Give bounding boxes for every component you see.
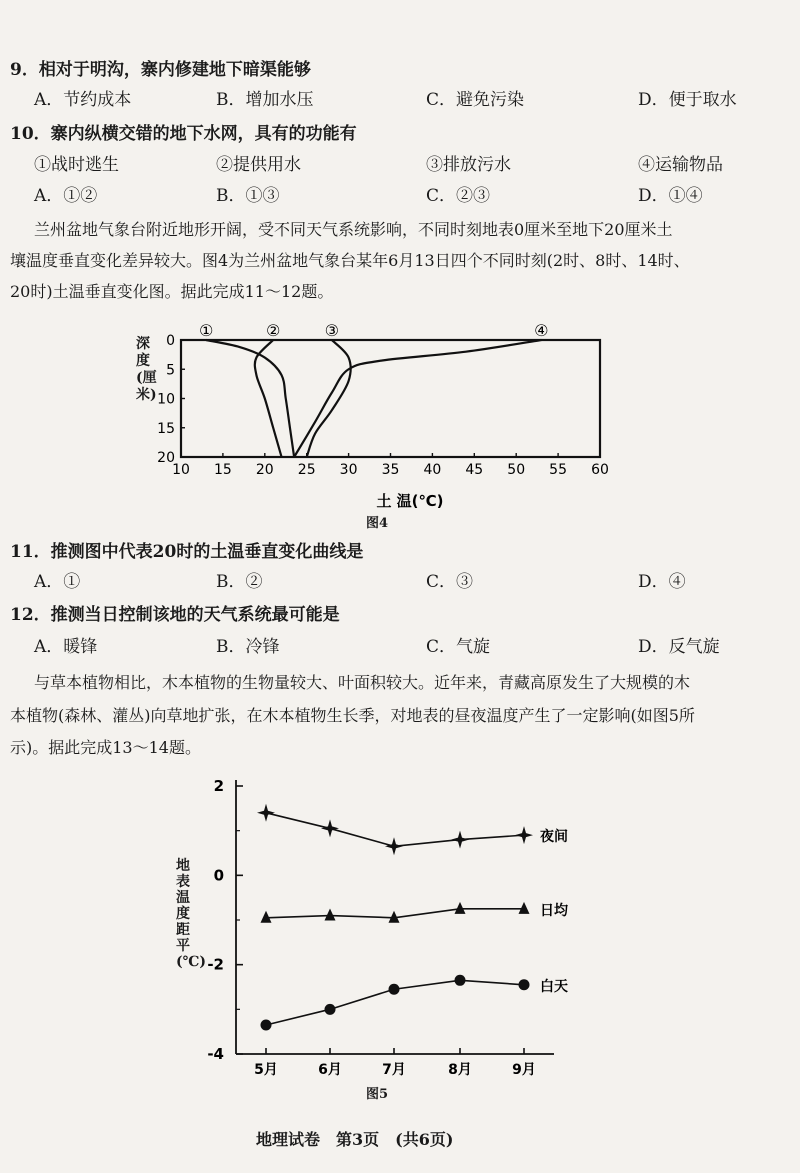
q10-item-2: ②提供用水	[216, 155, 301, 175]
figure4-curve-2	[255, 340, 282, 457]
q9-stem: 9．相对于明沟，寨内修建地下暗渠能够	[10, 60, 311, 80]
q11-option-c: C．③	[426, 572, 474, 592]
passage2-line-3: 示)。据此完成13～14题。	[10, 738, 201, 757]
figure5-y-tick-label: 0	[213, 866, 224, 885]
passage1-line-1: 兰州盆地气象台附近地形开阔，受不同天气系统影响，不同时刻地表0厘米至地下20厘米土	[34, 220, 673, 239]
figure4-curve-label-3: ③	[324, 321, 340, 340]
figure4-curve-1	[206, 340, 294, 457]
figure4-x-tick-label: 30	[339, 462, 358, 478]
figure5-marker-triangle	[519, 902, 530, 914]
figure4-plot-frame	[181, 340, 600, 457]
figure5-marker-star	[321, 819, 339, 837]
q10-item-1: ①战时逃生	[34, 155, 119, 175]
figure5-x-tick-label: 9月	[512, 1062, 536, 1078]
q10-option-b: B．①③	[216, 186, 280, 206]
q9-option-d: D．便于取水	[638, 90, 737, 110]
q10-item-4: ④运输物品	[638, 155, 723, 175]
figure4-curve-labels	[199, 321, 549, 340]
figure4-x-tick-label: 35	[381, 462, 400, 478]
q9-option-b: B．增加水压	[216, 90, 314, 110]
figure4-y-label: 深度(厘米)	[136, 336, 157, 403]
q10-stem: 10．寨内纵横交错的地下水网，具有的功能有	[10, 124, 357, 144]
figure4-x-tick-label: 10	[172, 462, 190, 478]
figure4-y-tick-label: 15	[157, 420, 175, 437]
figure5-y-tick-label: -2	[207, 955, 224, 974]
figure5-series-labels	[540, 828, 569, 995]
q9-option-a: A．节约成本	[34, 90, 132, 110]
figure5-marker-circle	[261, 1019, 272, 1030]
figure5-marker-circle	[389, 984, 400, 995]
figure4-x-tick-label: 40	[423, 462, 442, 478]
figure4-caption: 图4	[366, 516, 389, 531]
figure5-x-tick-label: 7月	[382, 1062, 406, 1078]
q12-stem: 12．推测当日控制该地的天气系统最可能是	[10, 605, 340, 625]
figure4-y-tick-label: 10	[157, 391, 175, 408]
figure5-y-tick-label: -4	[207, 1045, 224, 1063]
q12-option-a: A．暖锋	[34, 637, 98, 657]
q11-stem: 11．推测图中代表20时的土温垂直变化曲线是	[10, 542, 364, 562]
figure4-x-tick-label: 55	[549, 462, 568, 478]
figure4-x-label: 土 温(℃)	[376, 492, 444, 510]
figure5-y-tick-label: 2	[213, 777, 224, 795]
figure5-marker-star	[385, 837, 403, 855]
q10-option-c: C．②③	[426, 186, 491, 206]
figure4-x-tick-label: 20	[255, 462, 274, 478]
passage2-line-2: 本植物(森林、灌丛)向草地扩张，在木本植物生长季，对地表的昼夜温度产生了一定影响(如图5所	[10, 706, 695, 725]
figure5-marker-triangle	[325, 909, 336, 921]
passage1-line-3: 20时)土温垂直变化图。据此完成11～12题。	[10, 282, 334, 301]
figure5-series-label-2: 白天	[540, 978, 568, 995]
figure4-chart	[120, 312, 620, 512]
figure4-y-tick-label: 5	[166, 362, 175, 379]
figure4-curve-label-1: ①	[198, 321, 214, 340]
figure5-marker-circle	[519, 979, 530, 990]
figure5-series-label-0: 夜间	[540, 829, 568, 846]
figure5-marker-triangle	[455, 902, 466, 914]
q10-option-a: A．①②	[34, 186, 98, 206]
figure5-x-tick-label: 6月	[318, 1062, 342, 1078]
q11-option-a: A．①	[34, 572, 81, 592]
figure5-marker-star	[257, 804, 275, 822]
q11-option-b: B．②	[216, 572, 263, 592]
figure5-marker-triangle	[261, 911, 272, 923]
figure5-x-ticks	[254, 1048, 536, 1078]
q11-option-d: D．④	[638, 572, 686, 592]
figure4-y-tick-label: 0	[166, 333, 175, 349]
figure4-curve-label-2: ②	[266, 321, 281, 340]
figure5-marker-circle	[455, 975, 466, 986]
figure5-caption: 图5	[366, 1087, 389, 1102]
q9-option-c: C．避免污染	[426, 90, 525, 110]
figure4-curve-4	[294, 340, 541, 457]
figure4-x-tick-label: 60	[591, 462, 609, 478]
q10-option-d: D．①④	[638, 186, 703, 206]
figure4-frame	[181, 340, 600, 457]
figure5-chart	[170, 770, 590, 1090]
passage1-line-2: 壤温度垂直变化差异较大。图4为兰州盆地气象台某年6月13日四个不同时刻(2时、8时、14时、	[10, 251, 690, 270]
figure4-curve-label-4: ④	[534, 321, 549, 340]
figure4-y-tick-label: 20	[157, 450, 175, 466]
figure4-x-tick-label: 50	[507, 462, 526, 478]
figure4-curves	[206, 340, 541, 457]
q10-item-3: ③排放污水	[426, 155, 511, 175]
figure4-x-tick-label: 15	[213, 462, 232, 478]
q12-option-b: B．冷锋	[216, 637, 280, 657]
figure5-x-tick-label: 8月	[448, 1062, 472, 1078]
figure5-series	[257, 804, 533, 1031]
figure5-y-label: 地表温度距平(℃)	[176, 858, 207, 970]
figure5-marker-star	[515, 826, 533, 844]
page-footer: 地理试卷 第3页 (共6页)	[256, 1130, 454, 1149]
figure5-series-label-1: 日均	[540, 902, 568, 919]
figure4-x-tick-label: 45	[465, 462, 484, 478]
figure5-marker-star	[451, 831, 469, 849]
figure5-x-tick-label: 5月	[254, 1062, 278, 1078]
passage2-line-1: 与草本植物相比，木本植物的生物量较大、叶面积较大。近年来，青藏高原发生了大规模的木	[34, 673, 691, 692]
figure4-x-tick-label: 25	[297, 462, 316, 478]
figure5-marker-circle	[325, 1004, 336, 1015]
q12-option-d: D．反气旋	[638, 637, 720, 657]
figure5-y-ticks	[207, 777, 243, 1063]
q12-option-c: C．气旋	[426, 637, 491, 657]
